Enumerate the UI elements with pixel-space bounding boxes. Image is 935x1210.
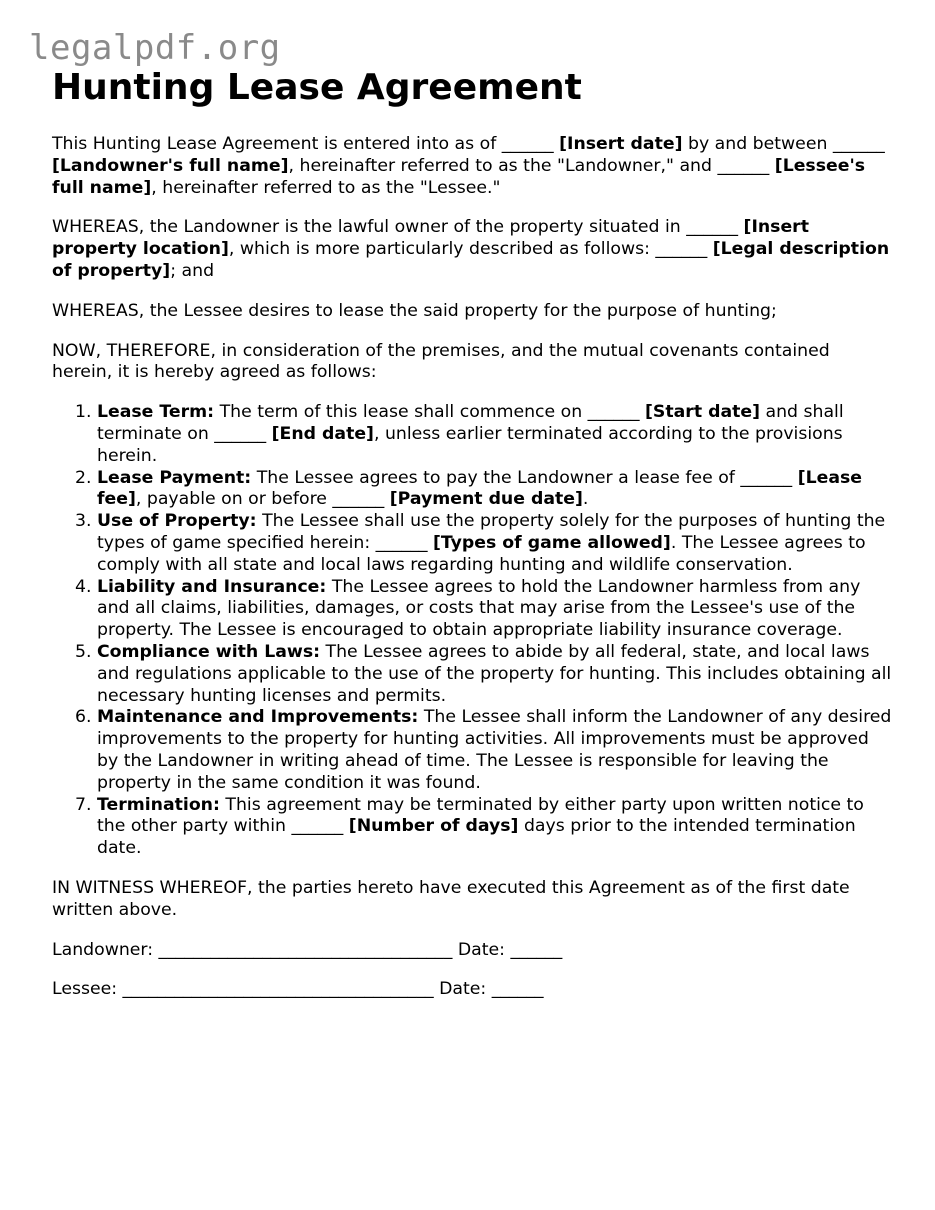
document-title: Hunting Lease Agreement [52,67,582,108]
landowner-name-placeholder: [Landowner's full name] [52,155,289,176]
clause-text: . The Lessee agrees to comply with all state and local laws regarding hunting and wildlife conservation. [97,532,866,575]
clause-use-of-property [97,511,892,576]
clause-text: The Lessee agrees to hold the Landowner harmless from any and all claims, liabilities, damages, or costs that may arise from the Lessee's use of the property. The Lessee is encouraged to obtain appropriate liability insurance coverage. [97,576,861,641]
now-therefore-paragraph: NOW, THEREFORE, in consideration of the premises, and the mutual covenants contained herein, it is hereby agreed as follows: [52,340,830,383]
clause-text: . [582,489,589,510]
clause-heading: Use of Property: [97,511,257,532]
date-placeholder: [Insert date] [559,134,683,154]
payment-due-date-placeholder: [Payment due date] [389,489,583,510]
whereas1-text-3: ; and [170,260,215,281]
site-watermark: legalpdf.org [29,28,281,68]
landowner-signature-line: Landowner: __________________________________ Date: ______ [52,939,563,960]
clause-text: The Lessee agrees to abide by all federal, state, and local laws and regulations applicable to the use of the property for hunting. This includes obtaining all necessary hunting licenses and permits. [97,641,892,706]
property-location-placeholder: [Insert property location] [52,217,809,260]
legal-description-placeholder: [Legal description of property] [52,239,890,281]
clause-heading: Compliance with Laws: [97,641,321,662]
whereas-purpose-paragraph: WHEREAS, the Lessee desires to lease the said property for the purpose of hunting; [52,300,777,321]
clause-text: days prior to the intended termination date. [97,816,856,859]
end-date-placeholder: [End date] [271,423,374,444]
clause-heading: Lease Term: [97,402,215,423]
clause-lease-term [97,402,892,467]
clause-heading: Maintenance and Improvements: [97,707,419,728]
clause-termination [97,795,892,860]
intro-text-3: , hereinafter referred to as the "Landowner," and ______ [288,155,775,176]
clause-lease-payment [97,468,892,512]
clause-heading: Lease Payment: [97,467,252,488]
lessee-name-placeholder: [Lessee's full name] [52,155,866,198]
clause-compliance-with-laws [97,642,892,707]
game-types-placeholder: [Types of game allowed] [433,532,671,553]
clause-heading: Termination: [97,794,220,815]
lessee-signature-line: Lessee: ____________________________________ Date: ______ [52,979,544,1000]
clause-text: The Lessee shall use the property solely for the purposes of hunting the types of game specified herein: ______ [97,511,886,553]
clause-text: The term of this lease shall commence on ______ [214,402,646,423]
clause-text: , unless earlier terminated according to the provisions herein. [97,423,843,466]
intro-text-2: by and between ______ [682,134,885,154]
clause-heading: Liability and Insurance: [97,576,327,597]
clause-list [52,402,892,860]
clause-liability-insurance [97,577,892,642]
clause-text: This agreement may be terminated by either party upon written notice to the other party within ______ [97,794,864,837]
intro-text-1: This Hunting Lease Agreement is entered into as of ______ [52,134,560,154]
clause-maintenance-improvements [97,707,892,794]
witness-paragraph: IN WITNESS WHEREOF, the parties hereto have executed this Agreement as of the first date written above. [52,877,850,920]
start-date-placeholder: [Start date] [645,402,761,423]
document-body [52,66,892,1019]
number-of-days-placeholder: [Number of days] [348,816,519,837]
clause-text: The Lessee shall inform the Landowner of any desired improvements to the property for hunting activities. All improvements must be approved by the Landowner in writing ahead of time. The Lessee is responsible for leaving the property in the same condition it was found. [97,707,892,793]
clause-text: and shall terminate on ______ [97,402,844,444]
clause-text: The Lessee agrees to pay the Landowner a lease fee of ______ [251,467,798,488]
whereas1-text-1: WHEREAS, the Landowner is the lawful owner of the property situated in ______ [52,217,744,238]
whereas-property-paragraph [52,217,892,282]
intro-text-4: , hereinafter referred to as the "Lessee." [151,177,501,198]
whereas1-text-2: , which is more particularly described as follows: ______ [228,239,713,260]
lease-fee-placeholder: [Lease fee] [97,467,862,510]
intro-paragraph [52,134,892,199]
clause-text: , payable on or before ______ [135,489,390,510]
